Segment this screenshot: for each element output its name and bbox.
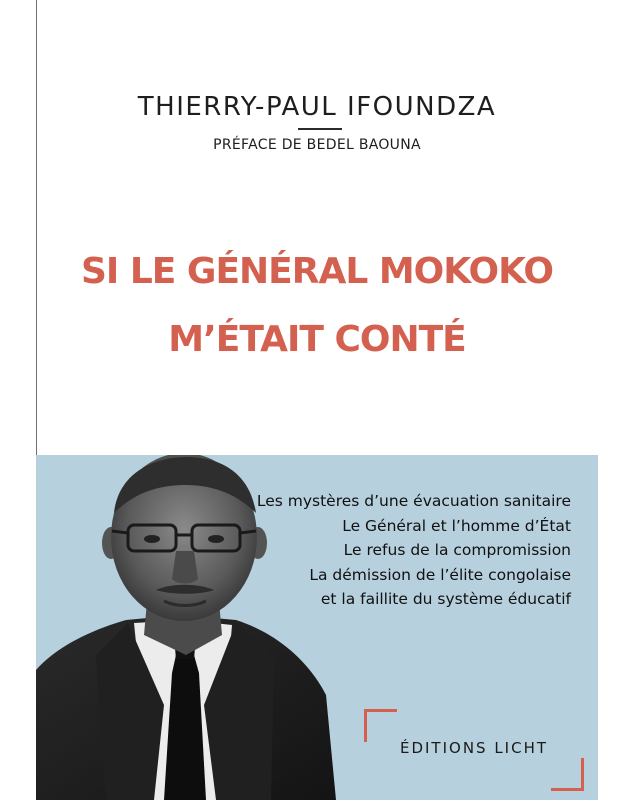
title-line-1: SI LE GÉNÉRAL MOKOKO: [80, 251, 554, 292]
preface-credit: PRÉFACE DE BEDEL BAOUNA: [213, 137, 421, 153]
bracket-bottom-right: [551, 758, 584, 791]
blurb-line: La démission de l’élite congolaise: [309, 565, 571, 584]
author-divider: [298, 128, 342, 130]
title-line-2: M’ÉTAIT CONTÉ: [168, 319, 466, 360]
blurb-line: Les mystères d’une évacuation sanitaire: [256, 492, 571, 510]
blurb-line: Le Général et l’homme d’État: [342, 516, 571, 535]
publisher-logo: [364, 709, 584, 791]
publisher-name: ÉDITIONS LICHT: [399, 739, 549, 757]
book-title: [0, 238, 634, 374]
cover-photo-panel: [36, 455, 598, 800]
cover-blurb: [257, 489, 571, 612]
bracket-top-left: [364, 709, 397, 742]
author-name: THIERRY-PAUL IFOUNDZA: [137, 92, 497, 122]
blurb-line: et la faillite du système éducatif: [320, 590, 571, 608]
blurb-line: Le refus de la compromission: [343, 541, 571, 559]
cover-edge-line: [36, 0, 37, 455]
cover-margin: [598, 455, 634, 800]
